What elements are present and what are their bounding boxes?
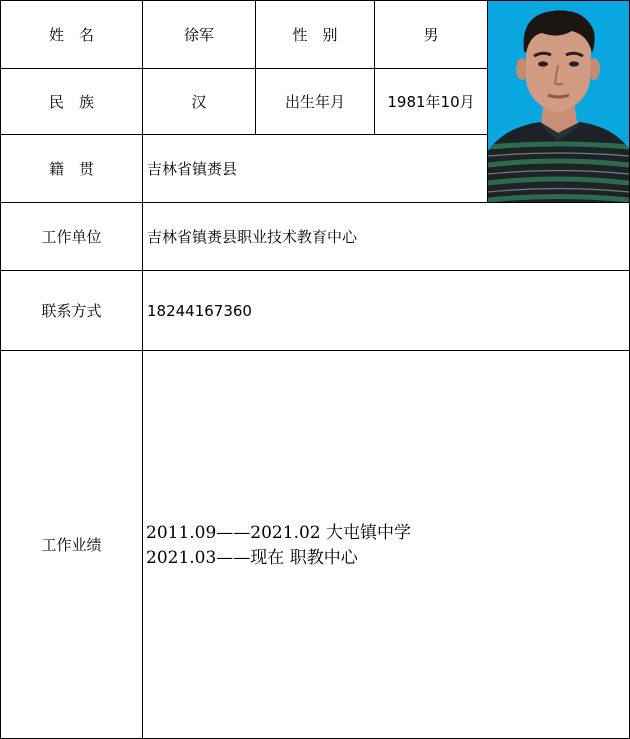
- achievements-label: 工作业绩: [41, 536, 102, 554]
- contact-label: 联系方式: [41, 302, 102, 320]
- achievement-line: 2011.09——2021.02 大屯镇中学: [146, 523, 412, 543]
- name-label: 姓 名: [48, 26, 94, 44]
- gender-value: 男: [423, 26, 439, 44]
- ethnicity-label: 民 族: [48, 93, 94, 111]
- gender-label: 性 别: [292, 26, 338, 44]
- employer-label: 工作单位: [41, 228, 102, 246]
- name-value: 徐军: [183, 26, 214, 44]
- ethnicity-value: 汉: [191, 93, 207, 111]
- employer-value: 吉林省镇赉县职业技术教育中心: [147, 228, 358, 246]
- birth-label: 出生年月: [284, 93, 345, 111]
- origin-label: 籍 贯: [48, 160, 94, 178]
- contact-value: 18244167360: [147, 301, 252, 320]
- portrait-photo: [488, 1, 629, 202]
- portrait-illustration: [488, 1, 629, 202]
- achievement-line: 2021.03——现在 职教中心: [146, 548, 358, 568]
- achievements-text: [146, 521, 411, 571]
- origin-value: 吉林省镇赉县: [147, 160, 238, 178]
- birth-value: 1981年10月: [387, 93, 475, 111]
